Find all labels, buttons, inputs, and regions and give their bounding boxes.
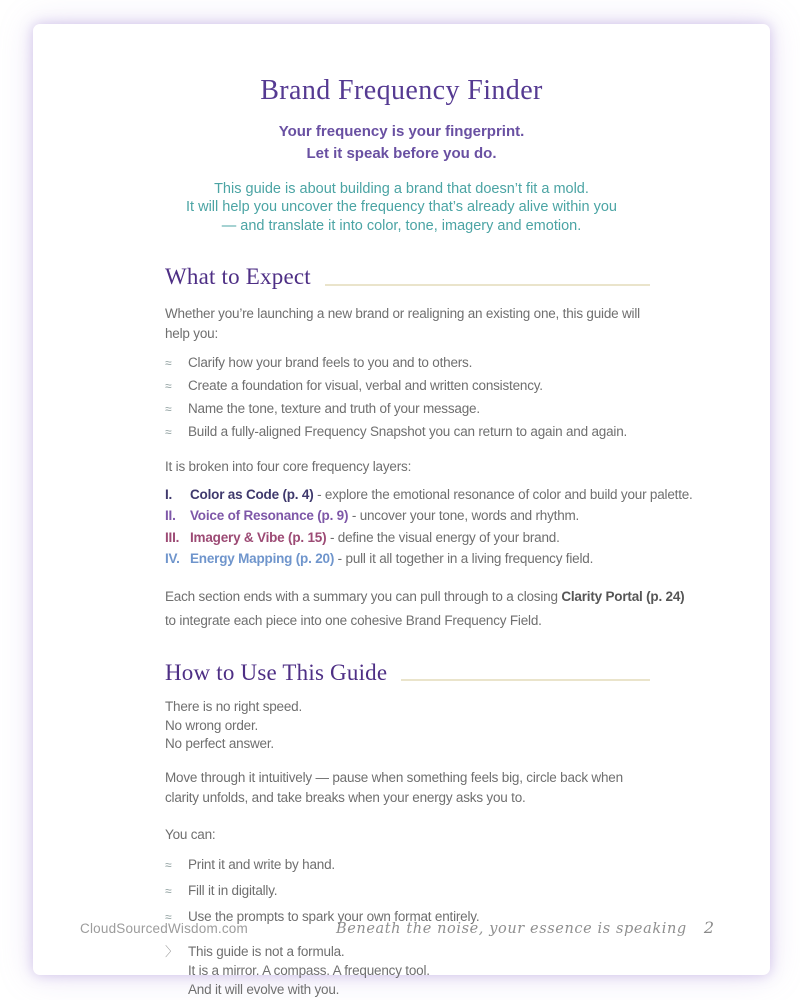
layer-numeral: I. <box>165 486 173 502</box>
mantra-line: There is no right speed. <box>165 699 303 715</box>
bullet-item <box>165 423 650 442</box>
bullet-text: Create a foundation for visual, verbal and written consistency. <box>188 377 543 393</box>
section-how-to-use <box>33 660 770 999</box>
note-lines <box>188 942 430 999</box>
options-list <box>165 856 650 927</box>
option-text: Use the prompts to spark your own format entirely. <box>188 908 480 924</box>
layer-item <box>165 550 725 568</box>
lead-paragraph: Whether you’re launching a new brand or realigning an existing one, this guide will help you: <box>165 305 640 341</box>
closing-text-after: to integrate each piece into one cohesive Brand Frequency Field. <box>165 613 542 629</box>
layer-text <box>190 507 579 525</box>
bullet-item <box>165 354 650 373</box>
layer-text <box>190 550 593 568</box>
layer-numeral: III. <box>165 529 180 545</box>
section-heading-row <box>165 264 650 290</box>
heading-rule <box>401 679 650 681</box>
layer-text <box>190 529 560 547</box>
intro-paragraph <box>33 180 770 236</box>
note-block <box>165 942 650 999</box>
mantra-line: No wrong order. <box>165 717 259 733</box>
approx-bullet-icon: ≈ <box>165 401 172 416</box>
note-line: And it will evolve with you. <box>188 981 340 997</box>
mantra-block <box>165 698 650 754</box>
page-title: Brand Frequency Finder <box>260 75 543 106</box>
layer-link[interactable]: Energy Mapping (p. 20) <box>190 551 335 567</box>
approx-bullet-icon: ≈ <box>165 355 172 370</box>
footer-tagline: Beneath the noise, your essence is speaking <box>335 921 687 937</box>
approx-bullet-icon: ≈ <box>165 857 172 872</box>
subtitle <box>33 121 770 165</box>
option-item <box>165 882 650 901</box>
layer-numeral: IV. <box>165 551 180 567</box>
page-number: 2 <box>703 918 714 937</box>
bullet-item <box>165 400 650 419</box>
layer-desc: - explore the emotional resonance of color and build your palette. <box>313 486 693 502</box>
subtitle-line: Let it speak before you do. <box>306 144 497 162</box>
layer-desc: - pull it all together in a living frequency field. <box>334 551 594 567</box>
layer-item <box>165 507 725 525</box>
approx-bullet-icon: ≈ <box>165 883 172 898</box>
bullet-text: Clarify how your brand feels to you and to others. <box>188 354 473 370</box>
layer-item <box>165 486 725 504</box>
page-footer <box>80 918 714 937</box>
mantra-line: No perfect answer. <box>165 736 274 752</box>
bullet-text: Name the tone, texture and truth of your message. <box>188 400 480 416</box>
closing-text-before: Each section ends with a summary you can pull through to a closing <box>165 589 562 605</box>
layer-numeral: II. <box>165 508 176 524</box>
layer-text <box>190 486 693 504</box>
layer-link[interactable]: Imagery & Vibe (p. 15) <box>190 529 327 545</box>
option-text: Print it and write by hand. <box>188 856 335 872</box>
expect-bullet-list <box>165 354 650 442</box>
approx-bullet-icon: ≈ <box>165 378 172 393</box>
site-link[interactable]: CloudSourcedWisdom.com <box>80 921 248 936</box>
layers-list <box>165 486 725 569</box>
layer-link[interactable]: Voice of Resonance (p. 9) <box>190 508 349 524</box>
intro-line: This guide is about building a brand that doesn’t fit a mold. <box>214 180 589 197</box>
note-line: It is a mirror. A compass. A frequency tool. <box>188 962 430 978</box>
intro-line: It will help you uncover the frequency that’s already alive within you <box>186 199 617 216</box>
layer-desc: - uncover your tone, words and rhythm. <box>348 508 580 524</box>
footer-right <box>336 918 714 937</box>
clarity-portal-ref: Clarity Portal (p. 24) <box>561 589 685 605</box>
page-header <box>33 24 770 235</box>
chevron-bullet-icon: 〉 <box>165 943 179 959</box>
section-heading: What to Expect <box>165 264 311 290</box>
layer-item <box>165 529 725 547</box>
flow-paragraph: Move through it intuitively — pause when something feels big, circle back when clarity unfolds, and take breaks when your energy asks you to. <box>165 769 623 805</box>
layer-desc: - define the visual energy of your brand. <box>326 529 560 545</box>
subtitle-line: Your frequency is your fingerprint. <box>278 122 525 140</box>
bullet-text: Build a fully-aligned Frequency Snapshot you can return to again and again. <box>188 423 628 439</box>
intro-line: — and translate it into color, tone, imagery and emotion. <box>221 217 582 234</box>
section-what-to-expect <box>33 264 770 633</box>
section-heading: How to Use This Guide <box>165 660 388 686</box>
approx-bullet-icon: ≈ <box>165 424 172 439</box>
bullet-item <box>165 377 650 396</box>
you-can-label: You can: <box>165 826 216 842</box>
heading-rule <box>325 284 650 286</box>
section-heading-row <box>165 660 650 686</box>
page <box>33 24 770 997</box>
approx-bullet-icon: ≈ <box>165 909 172 924</box>
layers-intro: It is broken into four core frequency layers: <box>165 458 412 474</box>
option-item <box>165 856 650 875</box>
note-line: This guide is not a formula. <box>188 943 345 959</box>
layer-link[interactable]: Color as Code (p. 4) <box>190 486 314 502</box>
option-text: Fill it in digitally. <box>188 882 278 898</box>
closing-paragraph <box>165 585 720 633</box>
